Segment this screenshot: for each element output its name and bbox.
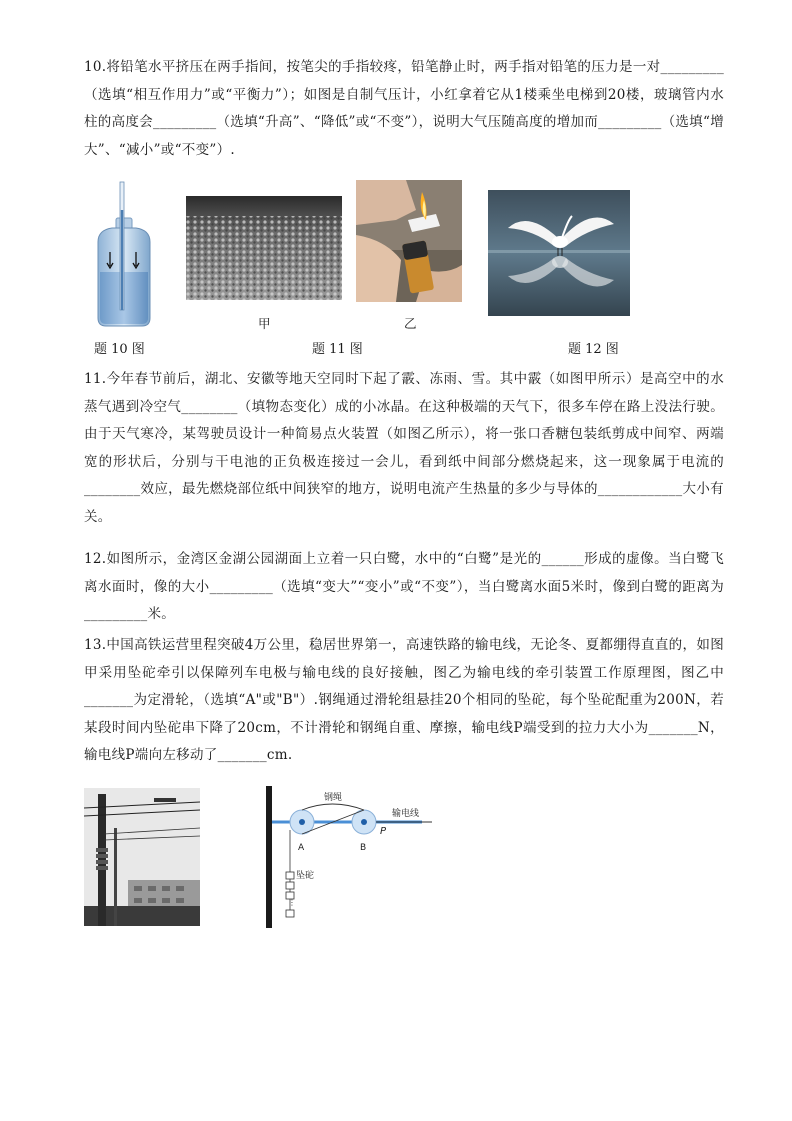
question-13: 13.中国高铁运营里程突破4万公里，稳居世界第一，高速铁路的输电线，无论冬、夏都绷得直直的，如图甲采用坠砣牵引以保障列车电极与输电线的良好接触，图乙为输电线的牵引装置工作原理图，图乙中_______为定滑轮，（选填“A"或"B"）.钢绳通过滑轮组悬挂20个相同的坠砣，每个坠砣配重为200N，若某段时间内坠砣串下降了20cm，不计滑轮和钢绳自重、摩擦，输电线P端受到的拉力大小为_______N，输电线P端向左移动了_______cm. <box>84 637 724 763</box>
point-p-label: P <box>380 826 387 837</box>
weights-label: 坠砣 <box>296 871 315 881</box>
caption-figure-11: 题 11 图 <box>312 342 363 357</box>
pulley-diagram <box>262 786 442 928</box>
egret-photo <box>488 190 630 316</box>
svg-text:⋮: ⋮ <box>288 898 296 907</box>
catenary-photo <box>84 788 200 926</box>
label-yi: 乙 <box>404 316 417 331</box>
rope-label: 钢绳 <box>324 793 343 803</box>
wire-label: 输电线 <box>392 809 420 819</box>
label-jia: 甲 <box>258 316 271 331</box>
barometer-figure <box>88 180 158 330</box>
caption-figure-10: 题 10 图 <box>94 342 145 357</box>
battery-fire-photo <box>356 180 462 302</box>
question-10: 10.将铅笔水平挤压在两手指间，按笔尖的手指较疼，铅笔静止时，两手指对铅笔的压力是一对_________（选填“相互作用力”或“平衡力”）；如图是自制气压计，小红拿着它从1楼乘坐电梯到20楼，玻璃管内水柱的高度会_________（选填“升高”、“降低”或“不变”），说明大气压随高度的增加而_________（选填“增大”、“减小”或“不变”）. <box>84 59 724 158</box>
pulley-b-label: B <box>360 843 367 853</box>
question-12: 12.如图所示，金湾区金湖公园湖面上立着一只白鹭，水中的“白鹭”是光的______形成的虚像。当白鹭飞离水面时，像的大小_________（选填“变大”“变小”或“不变”），当白鹭离水面5米时，像到白鹭的距离为_________米。 <box>84 551 724 622</box>
caption-figure-12: 题 12 图 <box>568 342 619 357</box>
graupel-photo <box>186 196 342 300</box>
pulley-a-label: A <box>298 843 305 853</box>
question-11: 11.今年春节前后，湖北、安徽等地天空同时下起了霰、冻雨、雪。其中霰（如图甲所示）是高空中的水蒸气遇到冷空气________（填物态变化）成的小冰晶。在这种极端的天气下，很多车停在路上没法行驶。由于天气寒冷，某驾驶员设计一种简易点火装置（如图乙所示），将一张口香糖包装纸剪成中间窄、两端宽的形状后，分别与干电池的正负极连接过一会儿，看到纸中间部分燃烧起来，这一现象属于电流的________效应，最先燃烧部位纸中间狭窄的地方，说明电流产生热量的多少与导体的____________大小有关。 <box>84 371 724 525</box>
